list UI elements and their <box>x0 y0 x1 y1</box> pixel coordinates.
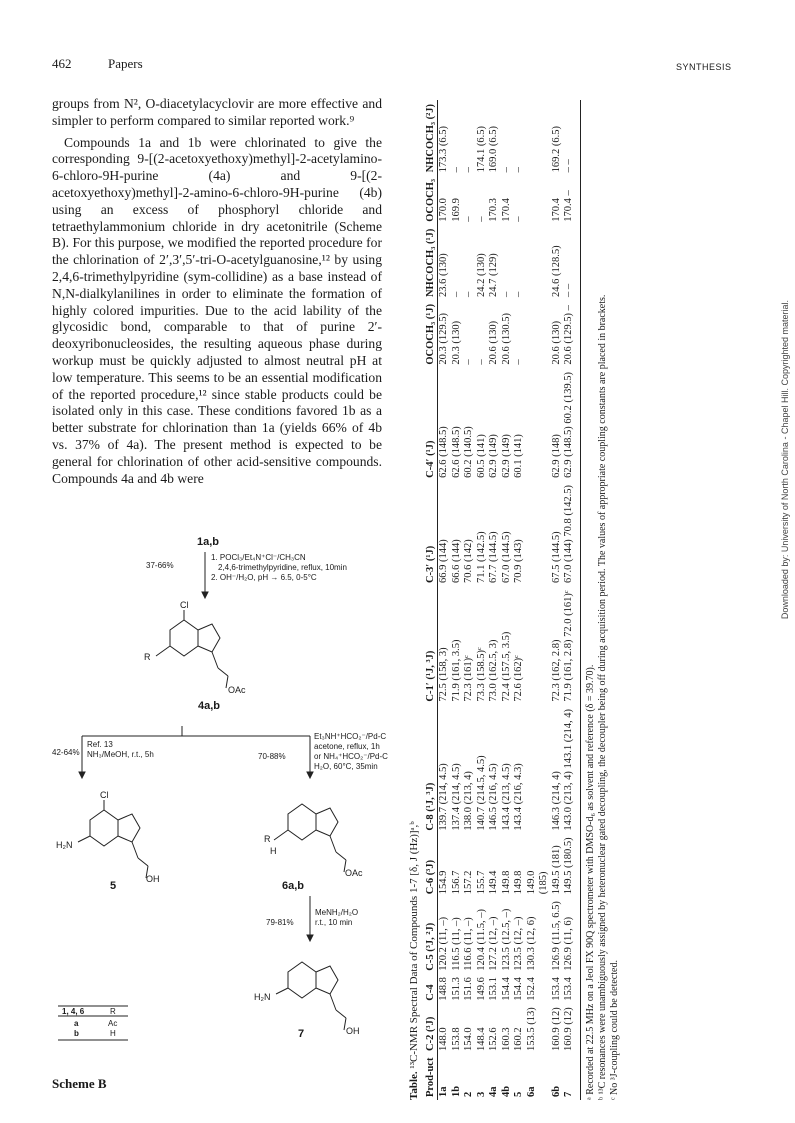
table-row <box>438 100 451 1100</box>
value-cell: 116.5 (11, –) <box>450 917 462 971</box>
value-cell: 127.2 (12, –) <box>488 916 499 971</box>
value-cell: 20.6 (130.5) <box>500 313 512 365</box>
oac-6: OAc <box>345 868 363 878</box>
value-cell: 23.6 (130) <box>438 253 449 298</box>
col-header-ococh3-1: OCOCH₃ (¹J) <box>425 300 438 368</box>
legend-row-b-value: H <box>110 1029 116 1038</box>
oac-4: OAc <box>228 685 246 695</box>
col-header-c5: C-5 (³J, ²J) <box>425 897 438 973</box>
value-cell: 173.3 (6.5) <box>438 126 449 173</box>
legend-header-compounds: 1, 4, 6 <box>62 1007 85 1016</box>
value-cell: 62.9 (148.5) 60.2 (139.5) <box>563 368 580 481</box>
value-cell: 143.0 (213, 4) 143.1 (214, 4) <box>563 705 580 834</box>
nmr-table-rotated <box>408 90 728 1100</box>
product-cell: 4a <box>488 1086 499 1097</box>
value-cell: 73.3 (158.5)ᶜ <box>475 647 487 702</box>
value-cell: 149.4 <box>488 870 499 895</box>
oh-5: OH <box>146 874 160 884</box>
col-header-c6: C-6 (³J) <box>425 834 438 898</box>
step1-yield: 37-66% <box>146 561 174 570</box>
value-cell: 73.0 (162.5, 3) <box>488 639 499 702</box>
table-row <box>501 100 514 1100</box>
value-cell: 151.6 <box>463 977 474 1001</box>
value-cell: 126.9 (11, 6) <box>563 897 580 973</box>
value-cell: 153.1 <box>488 977 499 1001</box>
r-6: R <box>264 834 271 844</box>
value-cell: 160.9 (12) <box>563 1004 580 1054</box>
value-cell: 153.4 <box>550 977 562 1001</box>
col-header-c8: C-8 (¹J, ³J) <box>425 705 438 834</box>
page-number: 462 <box>52 56 72 71</box>
value-cell: 140.7 (214.5, 4.5) <box>475 755 487 831</box>
value-cell: 60.2 (140.5) <box>463 426 474 478</box>
value-cell: 66.6 (144) <box>450 539 462 584</box>
value-cell: – <box>450 291 462 298</box>
value-cell: 130.3 (12, 6) <box>525 916 537 971</box>
value-cell: – <box>513 167 524 173</box>
compound-7-label: 7 <box>298 1028 305 1040</box>
value-cell: 72.3 (162, 2.8) <box>550 639 562 702</box>
right-line4: H₂O, 60°C, 35min <box>314 762 378 771</box>
value-cell <box>538 175 551 224</box>
value-cell: – <box>463 167 474 173</box>
body-text <box>52 96 382 492</box>
compound-6ab-label: 6a,b <box>282 880 305 892</box>
section-label: Papers <box>108 56 143 71</box>
product-cell: 1b <box>450 1085 462 1097</box>
value-cell: 139.7 (214, 4.5) <box>438 763 449 831</box>
table-row <box>538 100 551 1100</box>
value-cell: 138.0 (213, 4) <box>463 771 474 831</box>
table-caption <box>408 90 421 1100</box>
col-header-nhcoch3-2: NHCOCH₃ (²J) <box>425 100 438 175</box>
cl-5: Cl <box>100 790 109 800</box>
table-row <box>463 100 476 1100</box>
value-cell: 160.2 <box>513 1027 524 1052</box>
right-line3: or NH₄⁺HCO₂⁻/Pd-C <box>314 752 388 761</box>
value-cell: 143.4 (213, 4.5) <box>500 763 512 831</box>
col-header-product: Prod-uct <box>425 1054 438 1100</box>
value-cell <box>538 974 551 1004</box>
product-cell: 5 <box>513 1091 524 1097</box>
compound-1ab-label: 1a,b <box>197 536 220 548</box>
value-cell <box>526 481 539 586</box>
value-cell: – <box>513 359 524 365</box>
product-cell: 6a <box>525 1086 537 1097</box>
download-notice: Downloaded by: University of North Carolina - Chapel Hill. Copyrighted material. <box>780 300 790 620</box>
value-cell: 170.0 <box>438 198 449 222</box>
value-cell <box>538 897 551 973</box>
value-cell: – <box>475 359 487 365</box>
value-cell <box>538 300 551 368</box>
product-cell: 4b <box>500 1085 512 1097</box>
value-cell: 151.3 <box>450 977 462 1001</box>
legend-row-a-key: a <box>74 1019 79 1028</box>
value-cell: 20.6 (129.5) – <box>563 300 580 368</box>
value-cell: 62.9 (149) <box>500 434 512 478</box>
value-cell: – <box>500 167 512 173</box>
value-cell: 71.1 (142.5) <box>475 531 487 584</box>
right-yield: 70-88% <box>258 752 286 761</box>
left-line2: NH₃/MeOH, r.t., 5h <box>87 750 154 759</box>
compound-4ab-label: 4a,b <box>198 700 221 712</box>
nmr-table <box>425 100 581 1100</box>
value-cell: – <box>500 291 512 298</box>
value-cell: – <box>513 216 524 222</box>
col-header-c4: C-4 <box>425 974 438 1004</box>
col-header-c3p: C-3′ (¹J) <box>425 481 438 586</box>
down-line2: r.t., 10 min <box>315 918 353 927</box>
value-cell: 154.4 <box>513 977 524 1001</box>
value-cell: 149.8 <box>513 870 524 895</box>
value-cell: – – <box>563 100 580 175</box>
value-cell: 120.4 (11.5, –) <box>475 909 487 971</box>
value-cell: 20.3 (129.5) <box>438 313 449 365</box>
value-cell: 149.5 (180.5) <box>563 834 580 898</box>
value-cell: 169.2 (6.5) <box>550 126 562 173</box>
value-cell: 62.9 (149) <box>488 434 499 478</box>
value-cell: (185) <box>538 871 549 895</box>
right-line1: Et₃NH⁺HCO₂⁻/Pd-C <box>314 732 387 741</box>
paragraph-2: Compounds 1a and 1b were chlorinated to give the corresponding 9-[(2-acetoxyethoxy)methyl]-2-acetylamino-6-chloro-9H-purine (4a) and 9-[(2-acetoxyethoxy)methyl]-2-amino-6-chloro-9H-purine (4b) using an excess of phosphoryl chloride and tetraethylammonium chloride in dry acetonitrile (Scheme B). For this purpose, we modified the reported procedure for the chlorination of 2′,3′,5′-tri-O-acetylguanosine,¹² by using 2,4,6-trimethylpyridine (sym-collidine) as a base instead of N,N-dialkylanilines in order to eliminate the formation of highly colored impurities. Due to the acid lability of the glycosidic bond, comparable to that of purine 2′-deoxyribonucleosides, the resulting aqueous phase during workup must be quickly adjusted to almost neutral pH at low temperature. This seems to be an essential modification of the reported procedure,¹² since stable products could be isolated only in this case. These conditions favored 1b as a better substrate for chlorination than 1a (yields 66% of 4b vs. 37% of 4a). The present method is expected to be general for chlorination of other acid-sensitive compounds. Compounds 4a and 4b were <box>52 134 382 486</box>
value-cell: 153.4 <box>563 974 580 1004</box>
value-cell: 169.0 (6.5) <box>488 126 499 173</box>
value-cell <box>526 586 539 705</box>
value-cell: 174.1 (6.5) <box>475 126 487 173</box>
scheme-b <box>52 536 388 1060</box>
col-header-c4p: C-4′ (¹J) <box>425 368 438 481</box>
value-cell <box>526 368 539 481</box>
value-cell: 67.0 (144.5) <box>500 531 512 584</box>
value-cell: 20.6 (130) <box>488 320 499 365</box>
value-cell: 60.5 (141) <box>475 434 487 478</box>
value-cell: 149.8 <box>500 870 512 895</box>
value-cell: – <box>463 216 474 222</box>
compound-5-label: 5 <box>110 880 117 892</box>
value-cell: 70.9 (143) <box>513 539 524 584</box>
value-cell: 62.9 (148) <box>550 434 562 478</box>
value-cell <box>526 300 539 368</box>
down-line1: MeNH₂/H₂O <box>315 908 359 917</box>
paragraph-1: groups from N², O-diacetylacyclovir are more effective and simpler to perform compared to similar reported work.⁹ <box>52 96 382 128</box>
value-cell: 62.6 (148.5) <box>438 426 449 478</box>
value-cell: 153.5 (13) <box>525 1007 537 1052</box>
value-cell <box>526 705 539 834</box>
value-cell: 72.4 (157.5, 3.5) <box>500 631 512 702</box>
value-cell: 153.8 <box>450 1027 462 1052</box>
h-6: H <box>270 846 277 856</box>
nh2-7: H₂N <box>254 992 271 1002</box>
value-cell: 148.8 <box>438 977 449 1001</box>
value-cell <box>538 100 551 175</box>
product-cell <box>538 1054 551 1100</box>
step1-line2: 2,4,6-trimethylpyridine, reflux, 10min <box>218 563 347 572</box>
value-cell: 156.7 <box>450 870 462 895</box>
value-cell: – <box>463 359 474 365</box>
left-yield: 42-64% <box>52 748 80 757</box>
value-cell: 120.2 (11, –) <box>438 916 449 971</box>
table-header-row <box>425 100 438 1100</box>
table-row <box>551 100 564 1100</box>
value-cell: 157.2 <box>463 870 474 895</box>
value-cell <box>538 481 551 586</box>
value-cell: – <box>450 167 462 173</box>
product-cell: 1a <box>438 1086 449 1097</box>
value-cell: 71.9 (161, 2.8) 72.0 (161)ᶜ <box>563 586 580 705</box>
value-cell: 160.9 (12) <box>550 1007 562 1052</box>
value-cell <box>538 225 551 300</box>
value-cell: – <box>513 291 524 298</box>
value-cell: – <box>475 216 487 222</box>
step1-line3: 2. OH⁻/H₂O, pH → 6.5, 0-5°C <box>211 573 317 582</box>
value-cell <box>538 368 551 481</box>
down-yield: 79-81% <box>266 918 294 927</box>
value-cell: 154.9 <box>438 870 449 895</box>
value-cell <box>526 175 539 224</box>
left-line1: Ref. 13 <box>87 740 113 749</box>
value-cell: 67.0 (144) 70.8 (142.5) <box>563 481 580 586</box>
value-cell: 70.6 (142) <box>463 539 474 584</box>
right-line2: acetone, reflux, 1h <box>314 742 380 751</box>
value-cell: 160.3 <box>500 1027 512 1052</box>
table-footnote-b: ᵇ ¹³C resonances were unambiguously assigned by heteronuclear gated decoupling, the decoupler being off during acquisition period. The values of appropriate coupling constants are placed in brackets. <box>596 294 608 1100</box>
value-cell: 149.6 <box>475 977 487 1001</box>
value-cell: 67.7 (144.5) <box>488 531 499 584</box>
value-cell: 137.4 (214, 4.5) <box>450 763 462 831</box>
value-cell: 154.0 <box>463 1027 474 1052</box>
value-cell: 126.9 (11.5, 6.5) <box>550 901 562 971</box>
value-cell: 146.5 (216, 4.5) <box>488 763 499 831</box>
product-cell: 7 <box>563 1054 580 1100</box>
value-cell: 71.9 (161, 3.5) <box>450 639 462 702</box>
value-cell: 62.6 (148.5) <box>450 426 462 478</box>
table-footnote-c: ᶜ No ³J-coupling could be detected. <box>608 960 620 1100</box>
scheme-drawing <box>52 540 382 1060</box>
table-row <box>476 100 489 1100</box>
value-cell: – <box>463 291 474 298</box>
value-cell: 123.5 (12, –) <box>513 916 524 971</box>
value-cell: 20.6 (130) <box>550 320 562 365</box>
value-cell <box>538 586 551 705</box>
col-header-ococh3-2: OCOCH₃ <box>425 175 438 224</box>
legend-row-a-value: Ac <box>108 1019 118 1028</box>
value-cell: 24.6 (128.5) <box>550 245 562 298</box>
product-cell: 2 <box>463 1091 474 1097</box>
value-cell: 72.5 (158, 3) <box>438 647 449 702</box>
value-cell: 154.4 <box>500 977 512 1001</box>
table-row <box>513 100 526 1100</box>
table-footnote-a: ᵃ Recorded at 22.5 MHz on a Jeol FX 90Q spectrometer with DMSO-d₆ as solvent and reference (δ = 39.70). <box>584 664 596 1100</box>
value-cell: 149.5 (181) <box>550 845 562 895</box>
value-cell: 148.0 <box>438 1027 449 1052</box>
col-header-c2: C-2 (³J) <box>425 1004 438 1054</box>
value-cell: 148.4 <box>475 1027 487 1052</box>
table-row <box>563 100 580 1100</box>
value-cell: 146.3 (214, 4) <box>550 771 562 831</box>
cl-4: Cl <box>180 600 189 610</box>
col-header-nhcoch3-1: NHCOCH₃ (¹J) <box>425 225 438 300</box>
value-cell: 152.6 <box>488 1027 499 1052</box>
value-cell: 143.4 (216, 4.3) <box>513 763 524 831</box>
scheme-caption: Scheme B <box>52 1076 107 1091</box>
value-cell: 72.6 (162)ᶜ <box>513 655 524 702</box>
value-cell: 170.4 <box>550 198 562 222</box>
value-cell: 67.5 (144.5) <box>550 531 562 584</box>
value-cell: 170.4 <box>500 198 512 222</box>
value-cell: 149.0 <box>525 870 537 895</box>
oh-7: OH <box>346 1026 360 1036</box>
value-cell: 24.7 (129) <box>488 253 499 298</box>
value-cell: 123.5 (12.5, –) <box>500 908 512 971</box>
value-cell: 155.7 <box>475 870 487 895</box>
value-cell <box>538 1004 551 1054</box>
value-cell: 116.6 (11, –) <box>463 917 474 971</box>
value-cell: 20.3 (130) <box>450 320 462 365</box>
table-row <box>488 100 501 1100</box>
value-cell: 66.9 (144) <box>438 539 449 584</box>
value-cell: 152.4 <box>525 977 537 1001</box>
table-caption-text: ¹³C-NMR Spectral Data of Compounds 1-7 [δ, J (Hz)]ᵃ,ᵇ <box>408 821 420 1072</box>
value-cell <box>526 100 539 175</box>
col-header-c1p: C-1′ (¹J, ³J) <box>425 586 438 705</box>
journal-name: SYNTHESIS <box>676 62 732 72</box>
product-cell: 6b <box>550 1085 562 1097</box>
table-caption-label: Table. <box>408 1071 420 1100</box>
value-cell: 60.1 (141) <box>513 434 524 478</box>
value-cell <box>538 705 551 834</box>
table-row <box>526 100 539 1100</box>
legend-row-b-key: b <box>74 1029 79 1038</box>
value-cell: 170.4 – <box>563 175 580 224</box>
value-cell: 169.9 <box>450 198 462 222</box>
value-cell: 24.2 (130) <box>475 253 487 298</box>
legend-header-r: R <box>110 1007 116 1016</box>
r-4: R <box>144 652 151 662</box>
table-row <box>451 100 464 1100</box>
value-cell: 170.3 <box>488 198 499 222</box>
step1-line1: 1. POCl₃/Et₄N⁺Cl⁻/CH₃CN <box>211 553 306 562</box>
nh2-5: H₂N <box>56 840 73 850</box>
value-cell <box>526 225 539 300</box>
value-cell: 72.3 (161)ᶜ <box>463 655 474 702</box>
product-cell: 3 <box>475 1091 487 1097</box>
value-cell: – – <box>563 225 580 300</box>
